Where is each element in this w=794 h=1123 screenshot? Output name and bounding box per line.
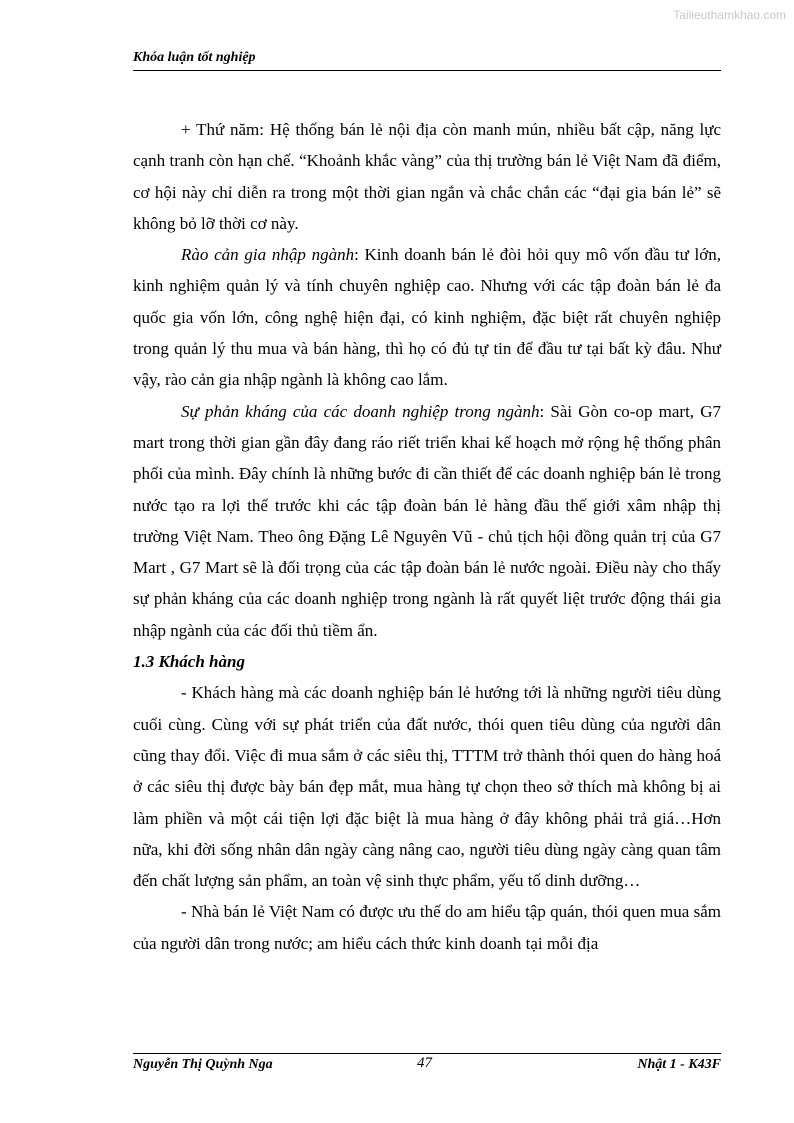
industry-resistance-lead: Sự phản kháng của các doanh nghiệp trong ngành	[181, 401, 540, 421]
industry-resistance-text: : Sài Gòn co-op mart, G7 mart trong thời gian gần đây đang ráo riết triển khai kế hoạch mở rộng hệ thống phân phối của mình. Đây chính là những bước đi cần thiết để các doanh nghiệp bán lẻ trong nước tạo ra lợi thế trước khi các tập đoàn bán lẻ hàng đầu thế giới xâm nhập thị trường Việt Nam. Theo ông Đặng Lê Nguyên Vũ - chủ tịch hội đồng quản trị của G7 Mart , G7 Mart sẽ là đối trọng của các tập đoàn bán lẻ nước ngoài. Điều này cho thấy sự phản kháng của các doanh nghiệp trong ngành là rất quyết liệt trước động thái gia nhập ngành của các đối thủ tiềm ẩn.	[133, 401, 722, 640]
header-title: Khóa luận tốt nghiệp	[133, 50, 256, 65]
footer-author: Nguyễn Thị Quỳnh Nga	[133, 1057, 273, 1072]
paragraph-fifth-point: + Thứ năm: Hệ thống bán lẻ nội địa còn manh mún, nhiều bất cập, năng lực cạnh tranh còn hạn chế. “Khoảnh khắc vàng” của thị trường bán lẻ Việt Nam đã điểm, cơ hội này chỉ diễn ra trong một thời gian ngắn và chắc chắn các “đại gia bán lẻ” sẽ không bỏ lỡ thời cơ này.	[133, 120, 721, 233]
entry-barriers-lead: Rào cản gia nhập ngành	[181, 245, 355, 265]
paragraph-entry-barriers	[133, 239, 721, 395]
paragraph-customers: - Khách hàng mà các doanh nghiệp bán lẻ hướng tới là những người tiêu dùng cuối cùng. Cùng với sự phát triển của đất nước, thói quen tiêu dùng của người dân cũng thay đổi. Việc đi mua sắm ở các siêu thị, TTTM trở thành thói quen do hàng hoá ở các siêu thị được bày bán đẹp mắt, mua hàng tự chọn theo sở thích mà không bị ai làm phiền và một cái tiện lợi đặc biệt là mua hàng ở đây không phải trả giá…Hơn nữa, khi đời sống nhân dân ngày càng nâng cao, người tiêu dùng ngày càng quan tâm đến chất lượng sản phẩm, an toàn vệ sinh thực phẩm, yếu tố dinh dưỡng…	[133, 683, 721, 891]
footer-class: Nhật 1 - K43F	[637, 1057, 721, 1072]
entry-barriers-text: : Kinh doanh bán lẻ đòi hỏi quy mô vốn đầu tư lớn, kinh nghiệm quản lý và tính chuyên nghiệp cao. Nhưng với các tập đoàn bán lẻ đa quốc gia vốn lớn, công nghệ hiện đại, có kinh nghiệm, đặc biệt rất chuyên nghiệp trong quản lý thu mua và bán hàng, thì họ có đủ tự tin để đầu tư tại bất kỳ đâu. Như vậy, rào cản gia nhập ngành là không cao lắm.	[133, 245, 722, 390]
watermark: Tailieuthamkhao.com	[673, 8, 786, 22]
page-number: 47	[417, 1055, 432, 1071]
paragraph-vietnam-retailers: - Nhà bán lẻ Việt Nam có được ưu thế do am hiểu tập quán, thói quen mua sắm của người dân trong nước; am hiểu cách thức kinh doanh tại mỗi địa	[133, 902, 721, 953]
section-heading: 1.3 Khách hàng	[133, 652, 245, 672]
document-body	[133, 114, 721, 959]
page-header	[133, 50, 721, 71]
footer-divider	[133, 1053, 721, 1054]
paragraph-industry-resistance	[133, 396, 721, 646]
